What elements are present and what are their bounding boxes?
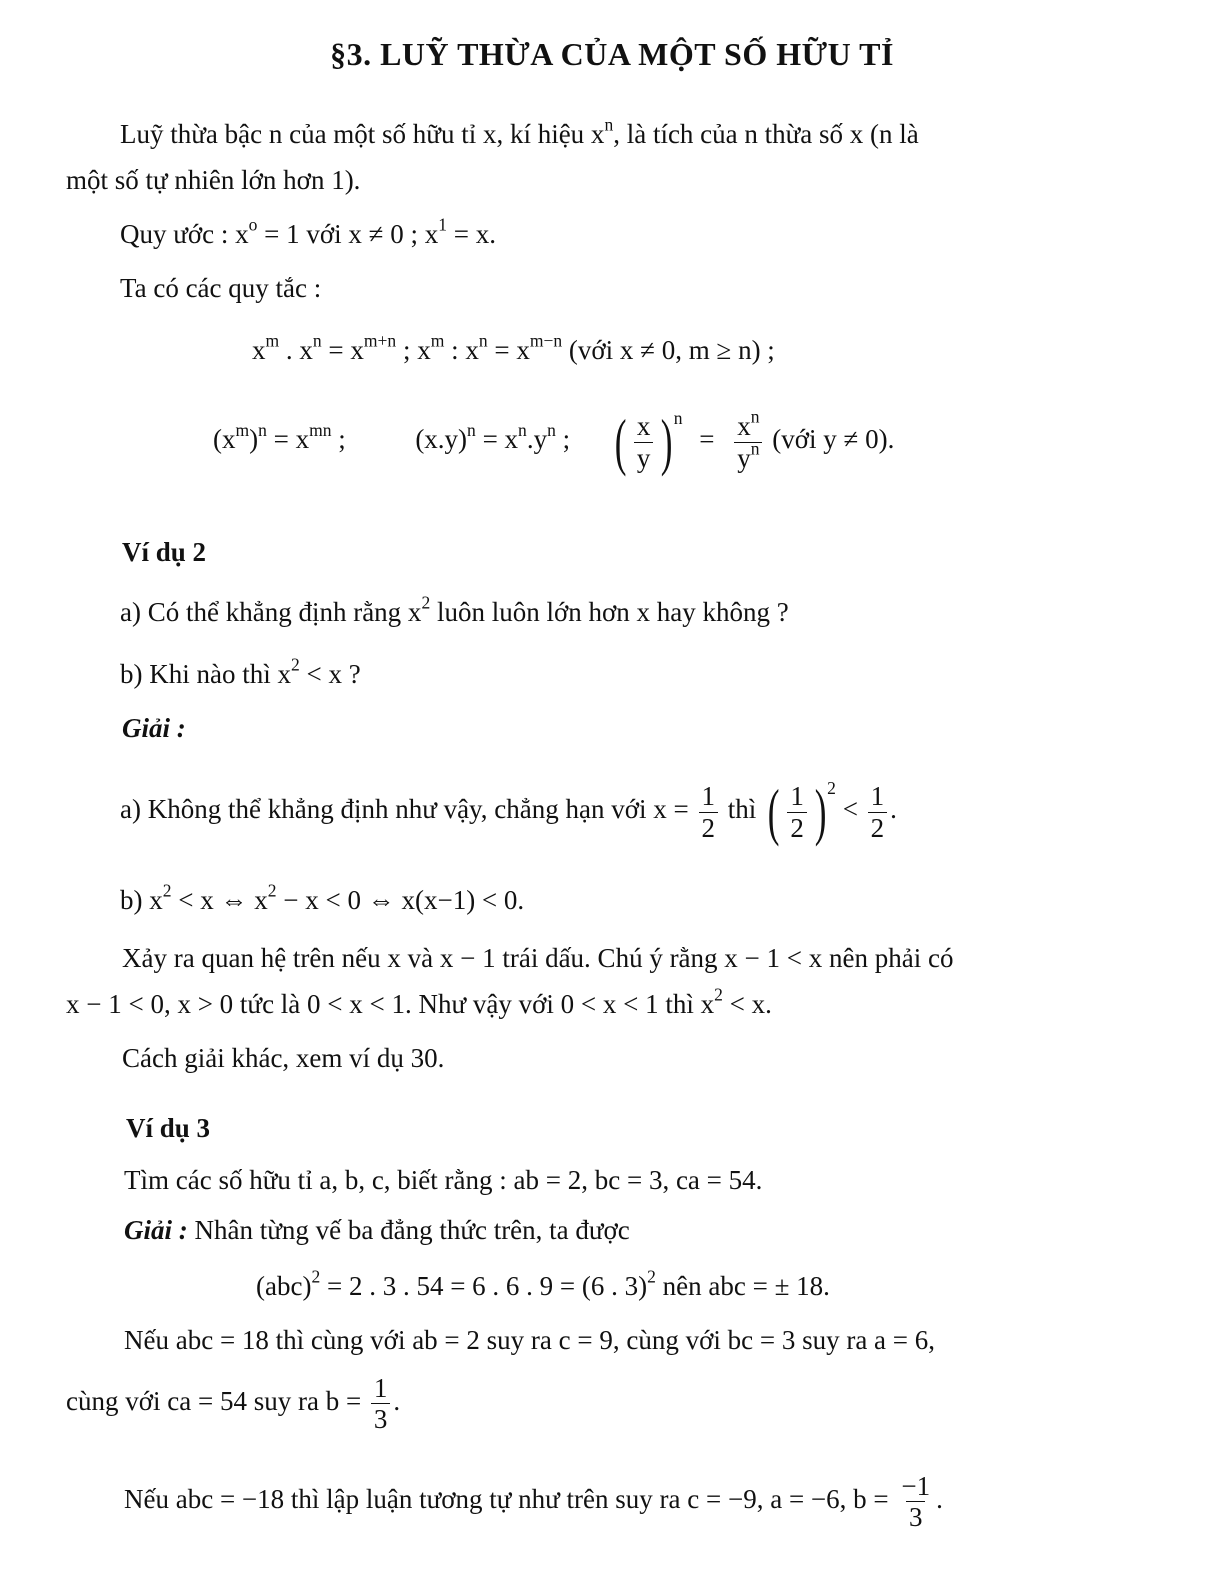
exponent: n	[673, 408, 683, 428]
example-2-heading: Ví dụ 2	[122, 537, 207, 567]
text: : x	[444, 335, 479, 365]
denominator: 3	[371, 1403, 391, 1433]
solution-label: Giải :	[124, 1215, 188, 1245]
example-3-equation	[256, 1266, 830, 1304]
text: Nếu abc = −18 thì lập luận tương tự như trên suy ra c = −9, a = −6, b =	[124, 1484, 889, 1515]
exponent: 2	[714, 984, 723, 1005]
text: = x	[475, 424, 519, 455]
exponent: 2	[311, 1266, 321, 1287]
exponent: n	[258, 419, 267, 440]
example-3-solution-line	[124, 1214, 630, 1248]
text: thì	[727, 794, 757, 825]
fraction	[634, 412, 654, 472]
numerator: x	[636, 411, 651, 442]
denominator: y	[737, 442, 751, 473]
text: = 1 với x ≠ 0 ; x	[257, 219, 439, 249]
fraction-power	[610, 406, 683, 477]
intro-line-2: một số tự nhiên lớn hơn 1).	[66, 165, 361, 195]
text: cùng với ca = 54 suy ra b =	[66, 1386, 362, 1417]
exponent: n	[467, 419, 476, 440]
text: . x	[279, 335, 313, 365]
text: = x	[266, 424, 310, 455]
example-2-alternative: Cách giải khác, xem ví dụ 30.	[122, 1043, 445, 1073]
example-3-paragraph-line-1: Nếu abc = 18 thì cùng với ab = 2 suy ra c = 9, cùng với bc = 3 suy ra a = 6,	[124, 1325, 936, 1355]
exponent: n	[478, 330, 488, 351]
convention-line	[120, 214, 496, 252]
fraction-half	[868, 782, 888, 842]
exponent: 2	[162, 880, 172, 901]
denominator: y	[634, 442, 654, 472]
exponent: n	[750, 438, 760, 459]
fraction-half	[699, 782, 719, 842]
example-3-question: Tìm các số hữu tỉ a, b, c, biết rằng : ab = 2, bc = 3, ca = 54.	[124, 1165, 763, 1195]
exponent: n	[547, 419, 556, 440]
less-than: <	[842, 794, 858, 825]
text: < x ⇔ x	[171, 885, 268, 915]
text: )	[249, 424, 259, 455]
text: = 2 . 3 . 54 = 6 . 6 . 9 = (6 . 3)	[320, 1271, 648, 1301]
exponent: n	[604, 114, 614, 135]
fraction-one-third	[371, 1374, 391, 1434]
exponent: 2	[827, 778, 836, 798]
example-2-solution-label: Giải :	[122, 713, 186, 743]
text: b) Khi nào thì x	[120, 659, 291, 689]
exponent: n	[312, 330, 322, 351]
text: < x.	[722, 989, 772, 1019]
numerator: 1	[373, 1373, 388, 1403]
intro-text: , là tích của n thừa số x (n là	[613, 119, 919, 149]
exponent: n	[750, 406, 760, 427]
text: (với y ≠ 0).	[772, 424, 895, 455]
text: b) x	[120, 885, 163, 915]
fraction-neg-one-third	[898, 1472, 933, 1532]
paren: )	[661, 406, 673, 477]
denominator: 2	[699, 812, 719, 842]
text: < x ?	[299, 659, 361, 689]
example-2-paragraph-line-2	[66, 984, 772, 1022]
text: = x.	[447, 219, 496, 249]
exponent: n	[518, 419, 527, 440]
intro-text: Luỹ thừa bậc n của một số hữu tỉ x, kí hiệu x	[120, 119, 605, 149]
denominator: 3	[906, 1501, 926, 1531]
paren: (	[614, 406, 627, 477]
text: Nhân từng vế ba đẳng thức trên, ta được	[187, 1215, 630, 1245]
numerator: 1	[870, 781, 885, 812]
text: Quy ước : x	[120, 219, 249, 249]
numerator: −1	[901, 1471, 931, 1501]
text: − x < 0 ⇔ x(x−1) < 0.	[276, 885, 525, 915]
exponent: m	[265, 330, 280, 351]
text: = x	[487, 335, 530, 365]
rules-line-1	[252, 330, 775, 368]
text: (x.y)	[415, 424, 468, 455]
exponent: m−n	[529, 330, 563, 351]
fraction	[734, 406, 762, 473]
text: x	[252, 335, 266, 365]
equals: =	[699, 424, 715, 455]
exponent: o	[248, 214, 258, 235]
text: .y	[526, 424, 548, 455]
numerator: x	[737, 411, 751, 442]
example-2-answer-a	[120, 776, 897, 847]
fraction-power: ( $\frac{1}{2}$ ) 2	[767, 776, 836, 847]
period: .	[936, 1484, 943, 1515]
text: x − 1 < 0, x > 0 tức là 0 < x < 1. Như vậy với 0 < x < 1 thì x	[66, 989, 715, 1019]
exponent: 2	[647, 1266, 656, 1287]
text: ;	[331, 424, 346, 455]
text: a) Không thể khẳng định như vậy, chẳng hạn với x =	[120, 794, 689, 825]
numerator: 1	[701, 781, 716, 812]
text: a) Có thể khẳng định rằng x	[120, 597, 422, 627]
text: ; x	[396, 335, 431, 365]
exponent: m	[235, 419, 250, 440]
example-2-paragraph-line-1: Xảy ra quan hệ trên nếu x và x − 1 trái dấu. Chú ý rằng x − 1 < x nên phải có	[122, 943, 954, 973]
example-2-answer-b	[120, 880, 525, 918]
numerator: 1	[790, 781, 804, 812]
period: .	[393, 1386, 401, 1417]
exponent: 1	[438, 214, 448, 235]
text: nên abc = ± 18.	[655, 1271, 830, 1301]
rules-intro: Ta có các quy tắc :	[120, 273, 322, 303]
text: luôn luôn lớn hơn x hay không ?	[430, 597, 789, 627]
text: (x	[213, 424, 236, 455]
example-3-heading: Ví dụ 3	[126, 1113, 211, 1143]
example-3-paragraph-line-3	[124, 1472, 943, 1532]
rules-line-2	[213, 406, 895, 477]
example-2-question-b	[120, 654, 361, 692]
text: = x	[321, 335, 364, 365]
exponent: 2	[421, 592, 431, 613]
text: (abc)	[256, 1271, 312, 1301]
example-2-question-a	[120, 592, 789, 630]
denominator: 2	[868, 812, 888, 842]
text: (với x ≠ 0, m ≥ n) ;	[562, 335, 775, 365]
exponent: m	[430, 330, 445, 351]
example-3-paragraph-line-2	[66, 1374, 400, 1434]
exponent: m+n	[363, 330, 397, 351]
exponent: 2	[267, 880, 277, 901]
exponent: 2	[290, 654, 300, 675]
section-title: §3. LUỸ THỪA CỦA MỘT SỐ HỮU TỈ	[330, 36, 894, 72]
intro-line-1	[120, 114, 919, 152]
denominator: 2	[787, 812, 807, 842]
period: .	[890, 794, 897, 825]
exponent: mn	[309, 419, 332, 440]
text: ;	[555, 424, 571, 455]
